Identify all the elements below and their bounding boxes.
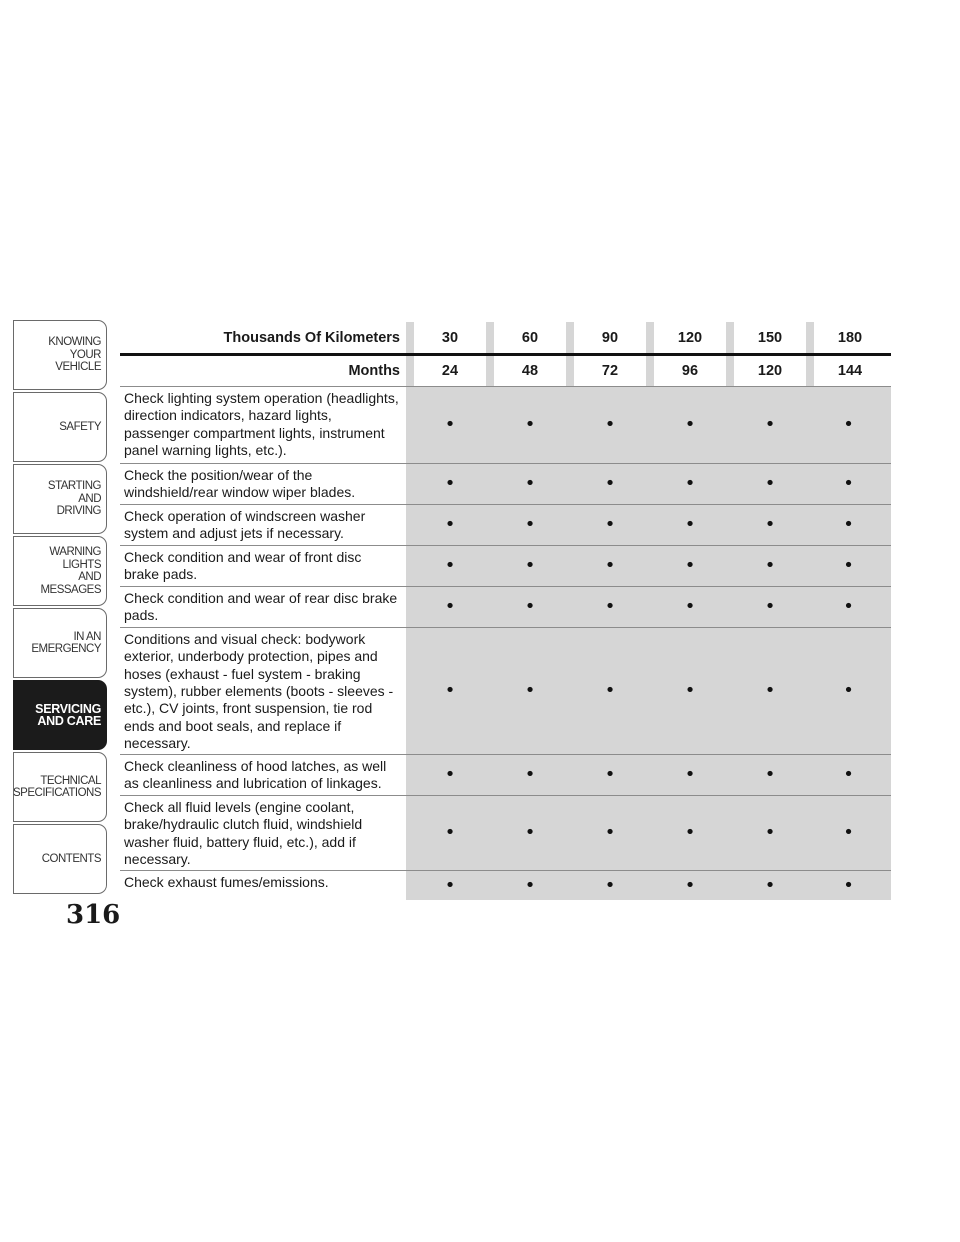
interval-cell bbox=[726, 464, 806, 504]
table-row bbox=[120, 871, 891, 900]
service-required-bullet: • bbox=[843, 874, 854, 896]
interval-cell bbox=[486, 505, 566, 545]
service-required-bullet: • bbox=[524, 473, 536, 495]
service-required-bullet: • bbox=[444, 822, 456, 844]
column-divider bbox=[646, 356, 654, 386]
service-required-bullet: • bbox=[843, 764, 854, 786]
interval-cell bbox=[806, 871, 891, 900]
interval-cell bbox=[566, 546, 646, 586]
tab-label: TECHNICAL SPECIFICATIONS bbox=[13, 774, 101, 799]
interval-cell bbox=[646, 387, 726, 463]
service-required-bullet: • bbox=[684, 822, 696, 844]
interval-cell bbox=[806, 546, 891, 586]
interval-cell bbox=[486, 464, 566, 504]
interval-cell bbox=[566, 505, 646, 545]
interval-cell bbox=[806, 464, 891, 504]
service-required-bullet: • bbox=[604, 596, 616, 618]
service-required-bullet: • bbox=[444, 596, 456, 618]
service-required-bullet: • bbox=[444, 473, 456, 495]
interval-cell bbox=[806, 796, 891, 870]
km-value: 180 bbox=[837, 330, 863, 346]
interval-cell bbox=[726, 871, 806, 900]
month-value: 24 bbox=[441, 363, 459, 379]
month-value: 72 bbox=[601, 363, 619, 379]
tab-label: WARNING LIGHTS AND MESSAGES bbox=[40, 546, 101, 596]
interval-cell bbox=[566, 755, 646, 795]
interval-cell bbox=[806, 628, 891, 754]
service-required-bullet: • bbox=[843, 596, 854, 618]
service-required-bullet: • bbox=[444, 874, 456, 896]
interval-cell bbox=[486, 871, 566, 900]
table-row bbox=[120, 796, 891, 871]
interval-cell bbox=[646, 871, 726, 900]
interval-cell bbox=[566, 587, 646, 627]
service-item-text: Check the position/wear of the windshield/rear window wiper blades. bbox=[124, 467, 356, 501]
tab-safety[interactable] bbox=[13, 392, 107, 462]
interval-cell bbox=[806, 755, 891, 795]
service-required-bullet: • bbox=[764, 764, 776, 786]
tab-label: KNOWING YOUR VEHICLE bbox=[48, 336, 101, 374]
interval-cell bbox=[406, 464, 486, 504]
service-required-bullet: • bbox=[524, 414, 536, 436]
service-required-bullet: • bbox=[604, 764, 616, 786]
service-item-text: Check condition and wear of rear disc brake pads. bbox=[124, 590, 398, 624]
service-required-bullet: • bbox=[764, 822, 776, 844]
km-value: 150 bbox=[757, 330, 783, 346]
interval-cell bbox=[566, 871, 646, 900]
column-divider bbox=[406, 322, 414, 353]
service-required-bullet: • bbox=[444, 414, 456, 436]
service-required-bullet: • bbox=[524, 822, 536, 844]
column-divider bbox=[486, 322, 494, 353]
interval-cell bbox=[566, 464, 646, 504]
column-divider bbox=[646, 322, 654, 353]
tab-starting-and-driving[interactable] bbox=[13, 464, 107, 534]
column-divider bbox=[486, 356, 494, 386]
header-row-months bbox=[120, 356, 891, 386]
tab-label: SAFETY bbox=[59, 420, 101, 433]
service-required-bullet: • bbox=[684, 414, 696, 436]
service-required-bullet: • bbox=[684, 514, 696, 536]
service-required-bullet: • bbox=[524, 555, 536, 577]
service-required-bullet: • bbox=[764, 680, 776, 702]
tab-knowing-your-vehicle[interactable] bbox=[13, 320, 107, 390]
interval-cell bbox=[646, 796, 726, 870]
service-item-text: Conditions and visual check: bodywork exterior, underbody protection, pipes and hoses (exhaust - fuel system - braking system), rubber elements (boots - sleeves - etc.), CV joints, front suspension, tie rod ends and boot seals, and replace if necessary. bbox=[124, 631, 394, 751]
interval-cell bbox=[726, 796, 806, 870]
service-required-bullet: • bbox=[684, 596, 696, 618]
service-required-bullet: • bbox=[444, 514, 456, 536]
page-number: 316 bbox=[66, 900, 121, 930]
interval-cell bbox=[406, 871, 486, 900]
maintenance-schedule-table bbox=[120, 322, 891, 900]
service-required-bullet: • bbox=[843, 680, 854, 702]
tab-in-an-emergency[interactable] bbox=[13, 608, 107, 678]
service-required-bullet: • bbox=[843, 555, 854, 577]
service-required-bullet: • bbox=[843, 473, 854, 495]
service-item-text: Check exhaust fumes/emissions. bbox=[124, 874, 329, 891]
interval-cell bbox=[646, 546, 726, 586]
interval-cell bbox=[486, 546, 566, 586]
service-item-text: Check cleanliness of hood latches, as well as cleanliness and lubrication of linkages. bbox=[124, 758, 387, 792]
interval-cell bbox=[726, 546, 806, 586]
service-required-bullet: • bbox=[843, 414, 854, 436]
interval-cell bbox=[806, 587, 891, 627]
service-required-bullet: • bbox=[764, 555, 776, 577]
interval-cell bbox=[566, 796, 646, 870]
service-required-bullet: • bbox=[524, 874, 536, 896]
interval-cell bbox=[406, 755, 486, 795]
service-item-text: Check operation of windscreen washer system and adjust jets if necessary. bbox=[124, 508, 366, 542]
service-required-bullet: • bbox=[764, 414, 776, 436]
service-required-bullet: • bbox=[524, 680, 536, 702]
interval-cell bbox=[566, 628, 646, 754]
table-row bbox=[120, 387, 891, 464]
service-required-bullet: • bbox=[604, 822, 616, 844]
table-row bbox=[120, 628, 891, 755]
interval-cell bbox=[406, 628, 486, 754]
service-required-bullet: • bbox=[604, 473, 616, 495]
column-divider bbox=[566, 322, 574, 353]
table-body bbox=[120, 387, 891, 900]
km-value: 90 bbox=[601, 330, 619, 346]
tab-servicing-and-care[interactable] bbox=[13, 680, 107, 750]
interval-cell bbox=[806, 387, 891, 463]
service-required-bullet: • bbox=[604, 514, 616, 536]
table-row bbox=[120, 464, 891, 505]
service-required-bullet: • bbox=[524, 514, 536, 536]
interval-cell bbox=[726, 628, 806, 754]
service-required-bullet: • bbox=[684, 874, 696, 896]
month-value: 96 bbox=[681, 363, 699, 379]
interval-cell bbox=[486, 628, 566, 754]
column-divider bbox=[806, 322, 814, 353]
service-item-text: Check all fluid levels (engine coolant, brake/hydraulic clutch fluid, windshield washer fluid, battery fluid, etc.), add if necessary. bbox=[124, 799, 363, 868]
table-row bbox=[120, 587, 891, 628]
service-required-bullet: • bbox=[524, 764, 536, 786]
tab-label: CONTENTS bbox=[41, 852, 101, 865]
interval-cell bbox=[726, 505, 806, 545]
service-required-bullet: • bbox=[684, 555, 696, 577]
interval-cell bbox=[486, 796, 566, 870]
km-value: 30 bbox=[441, 330, 459, 346]
interval-cell bbox=[486, 587, 566, 627]
interval-cell bbox=[646, 505, 726, 545]
tab-warning-lights-and-messages[interactable] bbox=[13, 536, 107, 606]
column-divider bbox=[806, 356, 814, 386]
column-divider bbox=[566, 356, 574, 386]
interval-cell bbox=[646, 587, 726, 627]
tab-label: SERVICING AND CARE bbox=[35, 701, 101, 728]
interval-cell bbox=[646, 628, 726, 754]
column-divider bbox=[406, 356, 414, 386]
interval-cell bbox=[406, 546, 486, 586]
service-required-bullet: • bbox=[684, 473, 696, 495]
km-value: 120 bbox=[677, 330, 703, 346]
interval-cell bbox=[406, 387, 486, 463]
service-required-bullet: • bbox=[604, 555, 616, 577]
interval-cell bbox=[646, 464, 726, 504]
interval-cell bbox=[726, 755, 806, 795]
interval-cell bbox=[726, 587, 806, 627]
interval-cell bbox=[566, 387, 646, 463]
table-row bbox=[120, 546, 891, 587]
table-row bbox=[120, 755, 891, 796]
column-divider bbox=[726, 322, 734, 353]
service-item-text: Check lighting system operation (headlights, direction indicators, hazard lights, passenger compartment lights, instrument panel warning lights, etc.). bbox=[124, 390, 399, 459]
km-value: 60 bbox=[521, 330, 539, 346]
header-row-kilometers bbox=[120, 322, 891, 353]
service-required-bullet: • bbox=[444, 555, 456, 577]
service-required-bullet: • bbox=[604, 414, 616, 436]
kilometers-label: Thousands Of Kilometers bbox=[223, 330, 400, 346]
service-required-bullet: • bbox=[764, 473, 776, 495]
service-required-bullet: • bbox=[444, 764, 456, 786]
service-required-bullet: • bbox=[604, 874, 616, 896]
service-required-bullet: • bbox=[684, 764, 696, 786]
service-required-bullet: • bbox=[843, 514, 854, 536]
months-label: Months bbox=[348, 363, 400, 379]
tab-contents[interactable] bbox=[13, 824, 107, 894]
service-item-text: Check condition and wear of front disc brake pads. bbox=[124, 549, 362, 583]
table-row bbox=[120, 505, 891, 546]
tab-label: STARTING AND DRIVING bbox=[47, 480, 101, 518]
month-value: 48 bbox=[521, 363, 539, 379]
interval-cell bbox=[726, 387, 806, 463]
month-value: 120 bbox=[757, 363, 783, 379]
service-required-bullet: • bbox=[444, 680, 456, 702]
interval-cell bbox=[646, 755, 726, 795]
month-value: 144 bbox=[837, 363, 863, 379]
service-required-bullet: • bbox=[843, 822, 854, 844]
interval-cell bbox=[406, 505, 486, 545]
service-required-bullet: • bbox=[764, 514, 776, 536]
interval-cell bbox=[406, 796, 486, 870]
service-required-bullet: • bbox=[604, 680, 616, 702]
interval-cell bbox=[486, 387, 566, 463]
service-required-bullet: • bbox=[764, 874, 776, 896]
service-required-bullet: • bbox=[524, 596, 536, 618]
service-required-bullet: • bbox=[764, 596, 776, 618]
interval-cell bbox=[486, 755, 566, 795]
tab-label: IN AN EMERGENCY bbox=[31, 630, 101, 655]
tab-technical-specifications[interactable] bbox=[13, 752, 107, 822]
column-divider bbox=[726, 356, 734, 386]
interval-cell bbox=[406, 587, 486, 627]
interval-cell bbox=[806, 505, 891, 545]
service-required-bullet: • bbox=[684, 680, 696, 702]
